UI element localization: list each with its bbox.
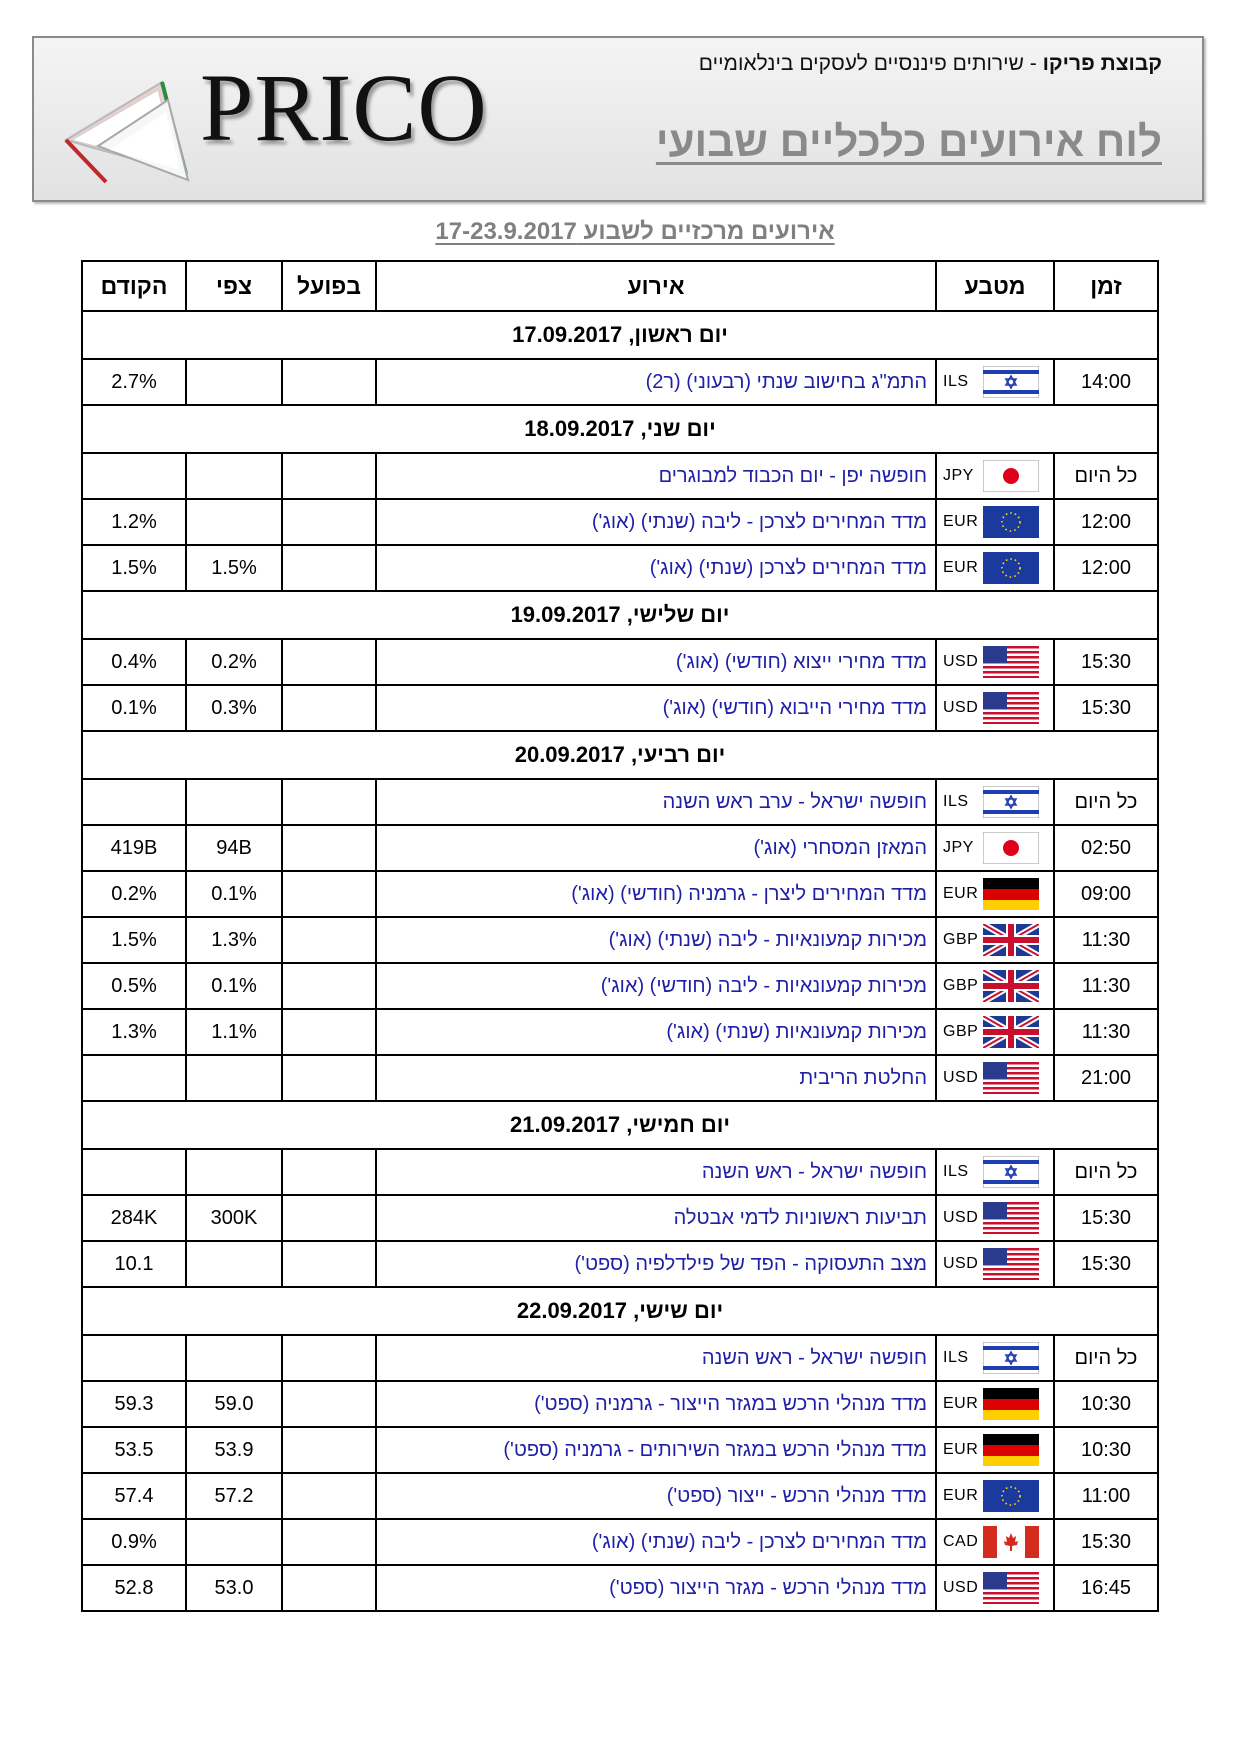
event-name: חופשה ישראל - ערב ראש השנה [376,779,936,825]
table-row [82,359,1158,405]
table-body [82,311,1158,1611]
company-name: קבוצת פריקו [1042,52,1162,75]
event-name: מדד המחירים ליצרן - גרמניה (חודשי) (אוג') [376,871,936,917]
event-name: התמ"ג בחישוב שנתי (רבעוני) (ר2) [376,359,936,405]
previous-value: 0.5% [82,963,186,1009]
currency-code: JPY [943,839,974,856]
forecast-value: 1.3% [186,917,282,963]
event-time: 15:30 [1054,1519,1158,1565]
event-time: 15:30 [1054,1195,1158,1241]
currency-cell [936,639,1054,685]
previous-value: 59.3 [82,1381,186,1427]
table-row [82,453,1158,499]
eu-flag-icon [983,506,1039,538]
table-row [82,1055,1158,1101]
table-row [82,1335,1158,1381]
eu-flag-icon [983,1480,1039,1512]
day-header-row [82,731,1158,779]
event-time: 14:00 [1054,359,1158,405]
currency-code: EUR [943,1487,979,1504]
event-time: 11:30 [1054,917,1158,963]
event-time: 15:30 [1054,685,1158,731]
table-row [82,963,1158,1009]
previous-value: 10.1 [82,1241,186,1287]
event-time: 11:30 [1054,1009,1158,1055]
previous-value [82,1055,186,1101]
prico-logo-icon [58,70,218,196]
actual-value [282,545,376,591]
currency-cell [936,1335,1054,1381]
actual-value [282,639,376,685]
eu-flag-icon [983,552,1039,584]
currency-cell [936,453,1054,499]
currency-code: CAD [943,1533,979,1550]
germany-flag-icon [983,1434,1039,1466]
forecast-value [186,779,282,825]
previous-value [82,1335,186,1381]
table-header-row [82,261,1158,311]
japan-flag-icon [983,460,1039,492]
currency-code: JPY [943,467,974,484]
event-time: 11:30 [1054,963,1158,1009]
germany-flag-icon [983,1388,1039,1420]
us-flag-icon [983,1248,1039,1280]
currency-cell [936,1381,1054,1427]
day-header-row [82,311,1158,359]
actual-value [282,1195,376,1241]
us-flag-icon [983,1202,1039,1234]
forecast-value: 1.1% [186,1009,282,1055]
currency-cell [936,779,1054,825]
currency-code: ILS [943,373,969,390]
israel-flag-icon [983,1156,1039,1188]
event-time: 12:00 [1054,499,1158,545]
actual-value [282,1565,376,1611]
event-time: 09:00 [1054,871,1158,917]
event-name: מדד מנהלי הרכש - ייצור (ספט') [376,1473,936,1519]
forecast-value: 1.5% [186,545,282,591]
forecast-value: 59.0 [186,1381,282,1427]
event-name: מכירות קמעונאיות (שנתי) (אוג') [376,1009,936,1055]
previous-value: 284K [82,1195,186,1241]
table-row [82,917,1158,963]
canada-flag-icon [983,1526,1039,1558]
day-label: יום שני, 18.09.2017 [82,405,1158,453]
previous-value: 419B [82,825,186,871]
us-flag-icon [983,1062,1039,1094]
currency-cell [936,685,1054,731]
previous-value [82,453,186,499]
currency-cell [936,1009,1054,1055]
event-time: 11:00 [1054,1473,1158,1519]
table-row [82,499,1158,545]
currency-code: USD [943,1579,979,1596]
day-label: יום ראשון, 17.09.2017 [82,311,1158,359]
event-time: 12:00 [1054,545,1158,591]
currency-cell [936,499,1054,545]
previous-value: 0.2% [82,871,186,917]
israel-flag-icon [983,366,1039,398]
currency-code: USD [943,653,979,670]
forecast-value: 0.3% [186,685,282,731]
currency-code: ILS [943,1349,969,1366]
day-label: יום חמישי, 21.09.2017 [82,1101,1158,1149]
event-time: כל היום [1054,1149,1158,1195]
event-name: מצב התעסוקה - הפד של פילדלפיה (ספט') [376,1241,936,1287]
forecast-value: 0.2% [186,639,282,685]
currency-code: USD [943,1255,979,1272]
day-header-row [82,1101,1158,1149]
event-name: מדד המחירים לצרכן - ליבה (שנתי) (אוג') [376,499,936,545]
forecast-value [186,453,282,499]
currency-code: EUR [943,559,979,576]
table-row [82,1149,1158,1195]
forecast-value [186,1335,282,1381]
table-row [82,1381,1158,1427]
table-row [82,685,1158,731]
event-time: 10:30 [1054,1427,1158,1473]
forecast-value: 57.2 [186,1473,282,1519]
currency-cell [936,825,1054,871]
actual-value [282,963,376,1009]
us-flag-icon [983,692,1039,724]
header-banner [32,36,1204,202]
actual-value [282,1381,376,1427]
table-row [82,1427,1158,1473]
previous-value: 1.3% [82,1009,186,1055]
company-line [699,52,1162,76]
actual-value [282,499,376,545]
table-row [82,1241,1158,1287]
day-header-row [82,1287,1158,1335]
actual-value [282,779,376,825]
event-time: כל היום [1054,1335,1158,1381]
currency-cell [936,1055,1054,1101]
event-time: 15:30 [1054,639,1158,685]
day-header-row [82,591,1158,639]
currency-cell [936,871,1054,917]
currency-code: GBP [943,1023,979,1040]
forecast-value: 53.0 [186,1565,282,1611]
forecast-value [186,1519,282,1565]
previous-value [82,779,186,825]
us-flag-icon [983,646,1039,678]
forecast-value: 0.1% [186,963,282,1009]
event-time: 10:30 [1054,1381,1158,1427]
currency-cell [936,1149,1054,1195]
forecast-value: 53.9 [186,1427,282,1473]
event-name: חופשה ישראל - ראש השנה [376,1335,936,1381]
event-name: מכירות קמעונאיות - ליבה (חודשי) (אוג') [376,963,936,1009]
previous-value: 1.5% [82,545,186,591]
event-name: מכירות קמעונאיות - ליבה (שנתי) (אוג') [376,917,936,963]
previous-value: 2.7% [82,359,186,405]
forecast-value [186,1055,282,1101]
event-name: מדד המחירים לצרכן - ליבה (שנתי) (אוג') [376,1519,936,1565]
event-name: תביעות ראשוניות לדמי אבטלה [376,1195,936,1241]
previous-value: 0.9% [82,1519,186,1565]
previous-value: 57.4 [82,1473,186,1519]
currency-code: GBP [943,931,979,948]
previous-value: 52.8 [82,1565,186,1611]
event-time: 16:45 [1054,1565,1158,1611]
currency-cell [936,1195,1054,1241]
actual-value [282,825,376,871]
currency-code: ILS [943,793,969,810]
forecast-value: 300K [186,1195,282,1241]
us-flag-icon [983,1572,1039,1604]
table-row [82,1519,1158,1565]
brand-name: PRICO [200,54,488,161]
col-forecast-header: צפי [186,261,282,311]
table-row [82,1565,1158,1611]
actual-value [282,1241,376,1287]
event-time: כל היום [1054,779,1158,825]
day-label: יום רביעי, 20.09.2017 [82,731,1158,779]
table-row [82,779,1158,825]
actual-value [282,1473,376,1519]
previous-value: 0.1% [82,685,186,731]
currency-cell [936,963,1054,1009]
currency-code: USD [943,1069,979,1086]
forecast-value [186,1241,282,1287]
actual-value [282,917,376,963]
currency-code: ILS [943,1163,969,1180]
col-event-header: אירוע [376,261,936,311]
actual-value [282,1055,376,1101]
table-row [82,1473,1158,1519]
table-row [82,639,1158,685]
currency-cell [936,1241,1054,1287]
event-name: מדד מנהלי הרכש - מגזר הייצור (ספט') [376,1565,936,1611]
table-row [82,545,1158,591]
actual-value [282,1009,376,1055]
actual-value [282,359,376,405]
event-name: מדד מחירי הייבוא (חודשי) (אוג') [376,685,936,731]
previous-value: 1.2% [82,499,186,545]
event-name: מדד מנהלי הרכש במגזר הייצור - גרמניה (ספט') [376,1381,936,1427]
day-label: יום שלישי, 19.09.2017 [82,591,1158,639]
actual-value [282,1519,376,1565]
currency-code: GBP [943,977,979,994]
event-name: מדד מנהלי הרכש במגזר השירותים - גרמניה (ספט') [376,1427,936,1473]
japan-flag-icon [983,832,1039,864]
actual-value [282,1149,376,1195]
previous-value [82,1149,186,1195]
event-time: כל היום [1054,453,1158,499]
actual-value [282,453,376,499]
forecast-value [186,1149,282,1195]
forecast-value: 0.1% [186,871,282,917]
currency-cell [936,545,1054,591]
currency-code: USD [943,1209,979,1226]
event-time: 15:30 [1054,1241,1158,1287]
currency-cell [936,917,1054,963]
forecast-value [186,499,282,545]
event-name: החלטת הריבית [376,1055,936,1101]
actual-value [282,685,376,731]
forecast-value [186,359,282,405]
day-label: יום שישי, 22.09.2017 [82,1287,1158,1335]
actual-value [282,871,376,917]
table-row [82,871,1158,917]
table-row [82,1009,1158,1055]
currency-cell [936,1565,1054,1611]
event-name: חופשה ישראל - ראש השנה [376,1149,936,1195]
uk-flag-icon [983,1016,1039,1048]
uk-flag-icon [983,924,1039,956]
israel-flag-icon [983,1342,1039,1374]
israel-flag-icon [983,786,1039,818]
event-name: חופשה יפן - יום הכבוד למבוגרים [376,453,936,499]
board-title: לוח אירועים כלכליים שבועי [655,118,1162,165]
germany-flag-icon [983,878,1039,910]
col-currency-header: מטבע [936,261,1054,311]
event-time: 02:50 [1054,825,1158,871]
previous-value: 1.5% [82,917,186,963]
event-time: 21:00 [1054,1055,1158,1101]
currency-code: EUR [943,885,979,902]
table-row [82,1195,1158,1241]
week-title: אירועים מרכזיים לשבוע 17-23.9.2017 [435,218,835,245]
actual-value [282,1335,376,1381]
event-name: המאזן המסחרי (אוג') [376,825,936,871]
currency-cell [936,1519,1054,1565]
col-time-header: זמן [1054,261,1158,311]
actual-value [282,1427,376,1473]
previous-value: 53.5 [82,1427,186,1473]
company-tagline: - שירותים פיננסיים לעסקים בינלאומיים [698,52,1043,75]
currency-code: EUR [943,513,979,530]
table-row [82,825,1158,871]
currency-code: USD [943,699,979,716]
day-header-row [82,405,1158,453]
currency-cell [936,1427,1054,1473]
event-name: מדד מחירי ייצוא (חודשי) (אוג') [376,639,936,685]
forecast-value: 94B [186,825,282,871]
uk-flag-icon [983,970,1039,1002]
currency-cell [936,359,1054,405]
col-previous-header: הקודם [82,261,186,311]
previous-value: 0.4% [82,639,186,685]
events-table [81,260,1159,1612]
currency-cell [936,1473,1054,1519]
currency-code: EUR [943,1395,979,1412]
event-name: מדד המחירים לצרכן (שנתי) (אוג') [376,545,936,591]
currency-code: EUR [943,1441,979,1458]
col-actual-header: בפועל [282,261,376,311]
